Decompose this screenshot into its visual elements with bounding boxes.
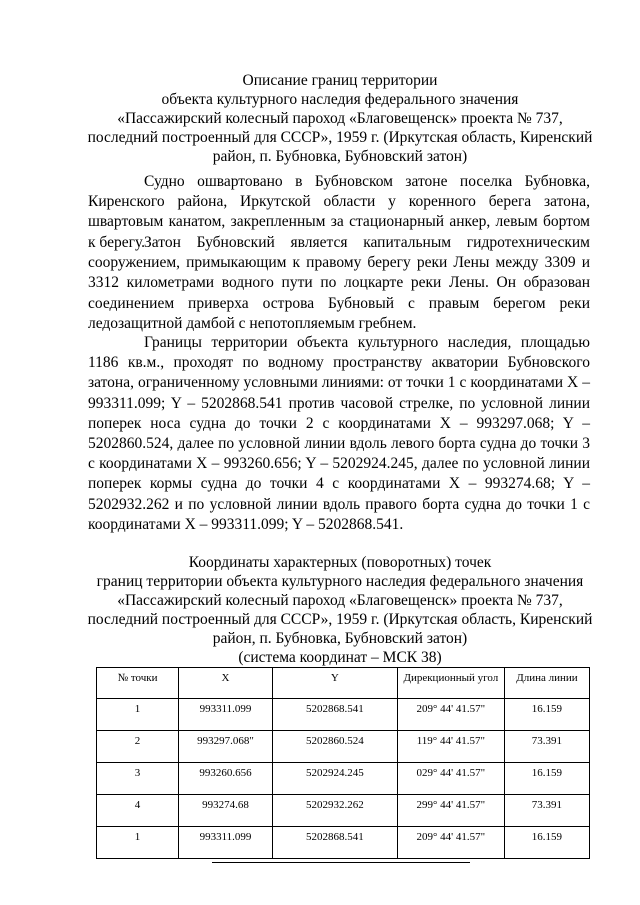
cell-angle: 119° 44' 41.57" bbox=[397, 731, 504, 763]
title-line: объекта культурного наследия федерального значения bbox=[161, 91, 519, 108]
coords-title-line: «Пассажирский колесный пароход «Благовещенск» проекта № 737, bbox=[117, 592, 563, 609]
title-line: район, п. Бубновка, Бубновский затон) bbox=[212, 148, 468, 165]
coordinates-table bbox=[96, 667, 590, 859]
cell-y: 5202868.541 bbox=[272, 827, 397, 859]
cell-length: 16.159 bbox=[504, 763, 589, 795]
cell-point: 4 bbox=[97, 795, 179, 827]
cell-angle: 029° 44' 41.57" bbox=[397, 763, 504, 795]
coords-title-line: последний построенный для СССР», 1959 г. (Иркутская область, Киренский bbox=[87, 611, 593, 628]
table-row bbox=[97, 699, 590, 731]
cell-angle: 209° 44' 41.57" bbox=[397, 827, 504, 859]
header-y: Y bbox=[272, 668, 397, 699]
footer-divider bbox=[212, 862, 470, 863]
title-line: последний построенный для СССР», 1959 г. (Иркутская область, Киренский bbox=[87, 129, 593, 146]
cell-length: 16.159 bbox=[504, 827, 589, 859]
cell-length: 73.391 bbox=[504, 731, 589, 763]
table-row bbox=[97, 731, 590, 763]
cell-point: 1 bbox=[97, 827, 179, 859]
document-title bbox=[80, 71, 600, 166]
header-point-number: № точки bbox=[97, 668, 179, 699]
coords-title-line: (система координат – МСК 38) bbox=[238, 649, 442, 666]
cell-y: 5202860.524 bbox=[272, 731, 397, 763]
coords-title-line: район, п. Бубновка, Бубновский затон) bbox=[212, 630, 468, 647]
cell-y: 5202932.262 bbox=[272, 795, 397, 827]
header-direction-angle: Дирекционный угол bbox=[397, 668, 504, 699]
table-header-row bbox=[97, 668, 590, 699]
title-line: Описание границ территории bbox=[242, 72, 438, 89]
table-row bbox=[97, 763, 590, 795]
cell-length: 73.391 bbox=[504, 795, 589, 827]
title-line: «Пассажирский колесный пароход «Благовещенск» проекта № 737, bbox=[117, 110, 563, 127]
cell-y: 5202924.245 bbox=[272, 763, 397, 795]
table-row bbox=[97, 795, 590, 827]
table-row bbox=[97, 827, 590, 859]
cell-x: 993260.656 bbox=[179, 763, 273, 795]
cell-x: 993311.099 bbox=[179, 827, 273, 859]
cell-x: 993274.68 bbox=[179, 795, 273, 827]
cell-y: 5202868.541 bbox=[272, 699, 397, 731]
header-x: X bbox=[179, 668, 273, 699]
cell-angle: 209° 44' 41.57" bbox=[397, 699, 504, 731]
header-line-length: Длина линии bbox=[504, 668, 589, 699]
paragraph-mooring: Судно ошвартовано в Бубновском затоне поселка Бубновка, Киренского района, Иркутской области у коренного берега затона, швартовым канатом, закрепленным за стационарный анкер, левым бортом к берегу. bbox=[88, 173, 590, 251]
cell-length: 16.159 bbox=[504, 699, 589, 731]
coords-title-line: Координаты характерных (поворотных) точек bbox=[188, 554, 492, 571]
coords-title-line: границ территории объекта культурного наследия федерального значения bbox=[96, 573, 584, 590]
cell-point: 3 bbox=[97, 763, 179, 795]
coordinates-title bbox=[80, 553, 600, 667]
cell-angle: 299° 44' 41.57" bbox=[397, 795, 504, 827]
cell-x: 993311.099 bbox=[179, 699, 273, 731]
cell-point: 1 bbox=[97, 699, 179, 731]
cell-point: 2 bbox=[97, 731, 179, 763]
cell-x: 993297.068" bbox=[179, 731, 273, 763]
paragraph-boundaries: Границы территории объекта культурного наследия, площадью 1186 кв.м., проходят по водному пространству акватории Бубновского затона, ограниченному условными линиями: от точки 1 с координатами X – 993311.099; Y – 5202868.541 против часовой стрелке, по условной линии поперек носа судна до точки 2 с координатами X – 993297.068; Y – 5202860.524, далее по условной линии вдоль левого борта судна до точки 3 с координатами X – 993260.656; Y – 5202924.245, далее по условной линии поперек кормы судна до точки 4 с координатами X – 993274.68; Y – 5202932.262 и по условной линии вдоль правого борта судна до точки 1 с координатами X – 993311.099; Y – 5202868.541. bbox=[88, 334, 590, 533]
paragraph-backwater: Затон Бубновский является капитальным гидротехническим сооружением, примыкающим к правому берегу реки Лены между 3309 и 3312 километрами водного пути по лоцкарте реки Лены. Он образован соединением приверха острова Бубновый с правым берегом реки ледозащитной дамбой с непотопляемым гребнем. bbox=[88, 234, 590, 332]
